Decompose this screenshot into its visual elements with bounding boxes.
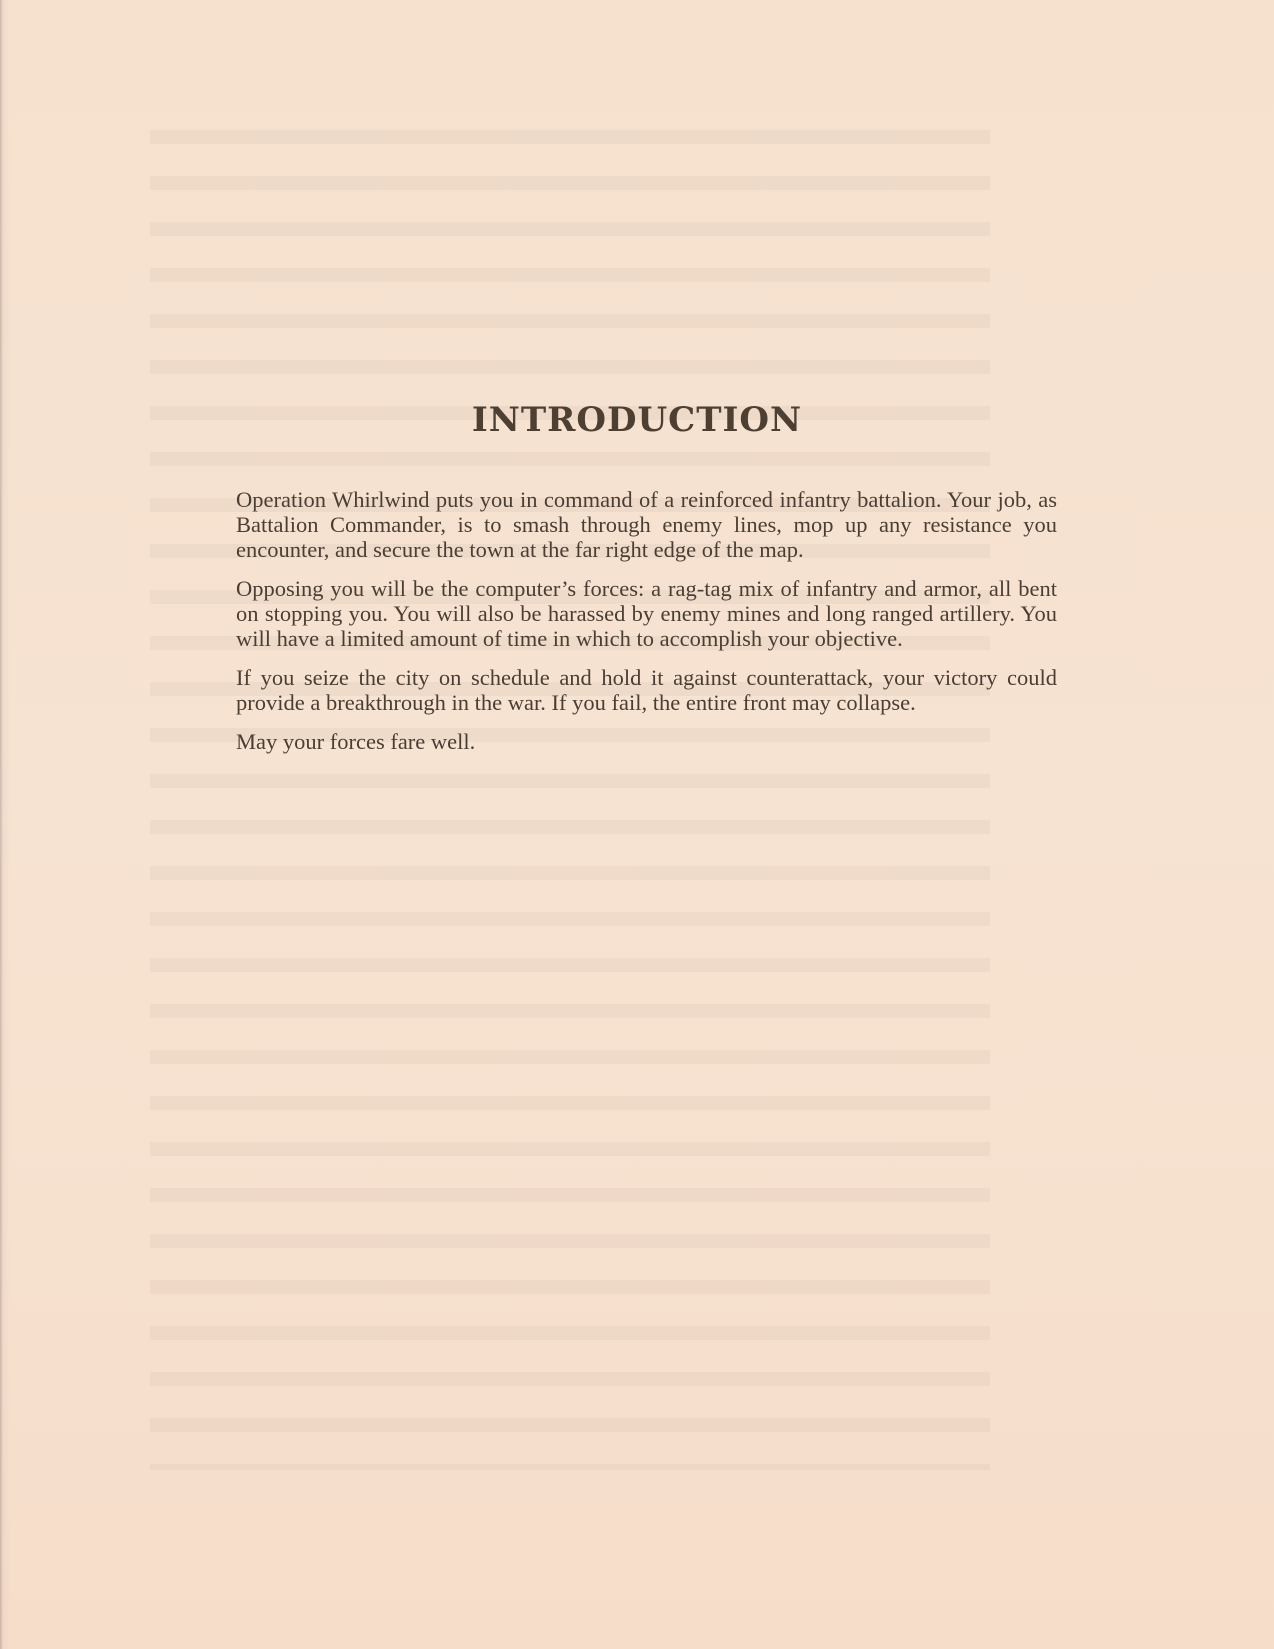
paragraph-command: Operation Whirlwind puts you in command of a reinforced infantry battalion. Your job, as Battalion Commander, is to smash through enemy lines, mop up any resistance you encounter, and secure the town at the far right edge of the map. (236, 487, 1057, 562)
introduction-body (236, 487, 1057, 768)
show-through-texture (150, 130, 990, 1470)
paragraph-stakes: If you seize the city on schedule and hold it against counterattack, your victory could provide a breakthrough in the war. If you fail, the entire front may collapse. (236, 665, 1057, 715)
paragraph-closing: May your forces fare well. (236, 729, 476, 754)
paragraph-opposition: Opposing you will be the computer’s forces: a rag-tag mix of infantry and armor, all bent on stopping you. You will also be harassed by enemy mines and long ranged artillery. You will have a limited amount of time in which to accomplish your objective. (236, 576, 1057, 651)
page-title: INTRODUCTION (471, 400, 803, 440)
